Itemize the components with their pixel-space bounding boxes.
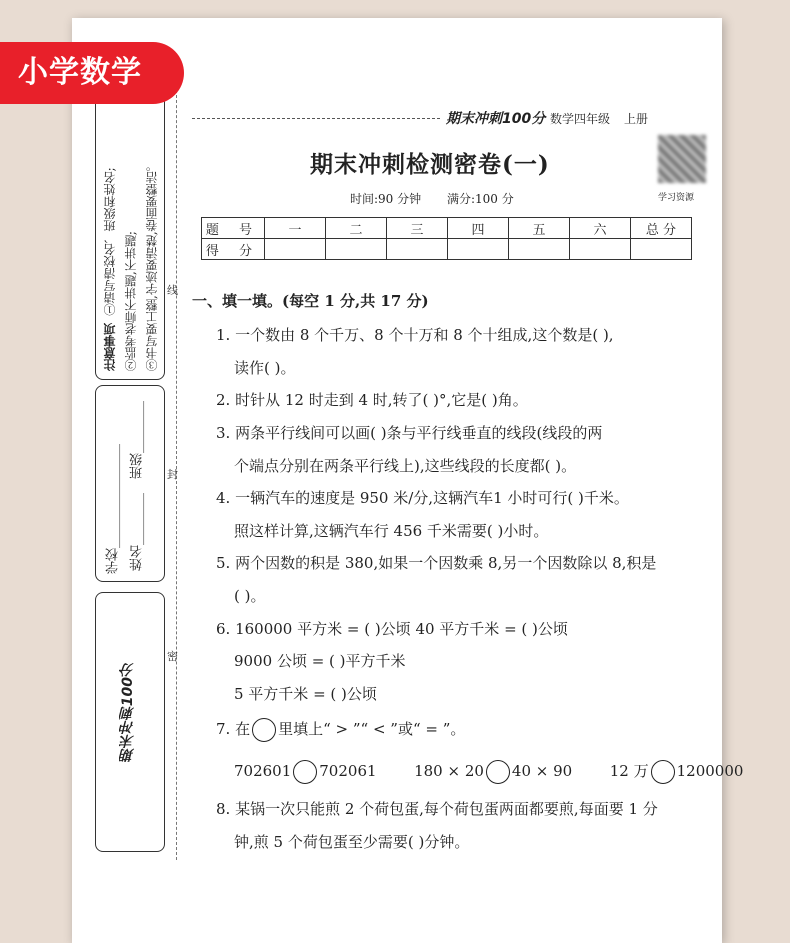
question-4-cont: 照这样计算,这辆汽车行 456 千米需要( )小时。	[234, 522, 549, 540]
answer-circle-c[interactable]	[651, 760, 675, 784]
student-info-box	[95, 385, 165, 582]
exam-title: 期末冲刺检测密卷(一)	[310, 151, 550, 178]
name-field[interactable]: 姓名________	[130, 493, 145, 571]
full-score: 满分:100 分	[446, 192, 514, 206]
score-cell[interactable]	[448, 239, 509, 260]
question-1: 1. 一个数由 8 个千万、8 个十万和 8 个十组成,这个数是( ),	[216, 326, 614, 344]
score-cell[interactable]	[265, 239, 326, 260]
school-field[interactable]: 学校________________	[106, 444, 121, 574]
qr-code[interactable]	[658, 135, 706, 183]
question-8-cont: 钟,煎 5 个荷包蛋至少需要( )分钟。	[234, 833, 470, 851]
compare-circle-icon	[252, 718, 276, 742]
question-7: 7. 在 里填上“ > ”“ < ”或“ = ”。	[216, 718, 465, 742]
score-cell[interactable]	[570, 239, 631, 260]
question-5: 5. 两个因数的积是 380,如果一个因数乘 8,另一个因数除以 8,积是	[216, 554, 657, 572]
subject-badge: 小学数学	[0, 42, 184, 104]
question-6-b: 9000 公顷 = ( )平方千米	[234, 652, 406, 670]
question-8: 8. 某锅一次只能煎 2 个荷包蛋,每个荷包蛋两面都要煎,每面要 1 分	[216, 800, 658, 818]
question-5-cont: ( )。	[234, 587, 266, 605]
answer-circle-a[interactable]	[293, 760, 317, 784]
notice-label: 注意事项	[103, 323, 117, 371]
exam-meta	[350, 190, 536, 207]
cut-label-secret: 密	[167, 650, 178, 663]
score-table-header-row: 题 号 一 二 三 四 五 六 总 分	[202, 218, 692, 239]
cut-label-line: 线	[167, 284, 178, 297]
notice-items: 注意事项 ①请写清校名、班级和姓名; ②监考老师不讲题,不讲题; ③书写要工整,字迹要清楚,卷面要整洁。	[103, 159, 159, 371]
score-cell[interactable]	[509, 239, 570, 260]
question-6-c: 5 平方千米 = ( )公顷	[234, 685, 377, 703]
header-volume: 上册	[624, 112, 649, 126]
score-table	[201, 217, 692, 260]
question-1-cont: 读作( )。	[234, 359, 296, 377]
brand-box	[95, 592, 165, 852]
time-limit: 时间:90 分钟	[350, 192, 422, 206]
question-2: 2. 时针从 12 时走到 4 时,转了( )°,它是( )角。	[216, 391, 528, 409]
header-brand: 期末冲刺100分	[446, 111, 546, 127]
header-grade: 数学四年级	[550, 112, 611, 126]
section-heading: 一、填一填。(每空 1 分,共 17 分)	[192, 292, 429, 310]
question-7-items: 702601 702061 180 × 20 40 × 90 12 万 1200000	[234, 760, 743, 784]
question-3-cont: 个端点分别在两条平行线上),这些线段的长度都( )。	[234, 457, 577, 475]
question-3: 3. 两条平行线间可以画( )条与平行线垂直的线段(线段的两	[216, 424, 603, 442]
question-4: 4. 一辆汽车的速度是 950 米/分,这辆汽车1 小时可行( )千米。	[216, 489, 629, 507]
class-field[interactable]: 班级________	[130, 401, 145, 479]
sidebar-brand: 期末冲刺100分	[120, 663, 136, 763]
score-cell[interactable]	[387, 239, 448, 260]
score-cell[interactable]	[631, 239, 692, 260]
score-table-score-row: 得 分	[202, 239, 692, 260]
score-cell[interactable]	[326, 239, 387, 260]
cut-label-seal: 封	[167, 468, 178, 481]
question-6: 6. 160000 平方米 = ( )公顷 40 平方千米 = ( )公顷	[216, 620, 568, 638]
header-rule	[192, 118, 440, 119]
notice-box	[95, 80, 165, 380]
qr-label: 学习资源	[658, 193, 695, 203]
answer-circle-b[interactable]	[486, 760, 510, 784]
